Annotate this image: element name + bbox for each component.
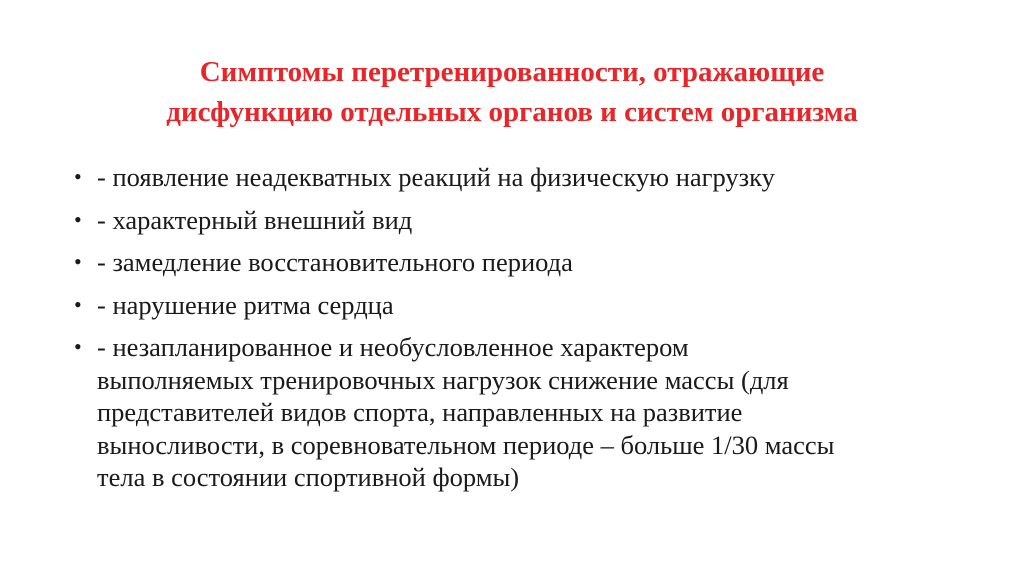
bullet-text: - замедление восстановительного периода [97,247,573,277]
bullet-marker: • [74,291,82,317]
bullet-marker: • [74,334,82,359]
bullet-text-line-4: выносливости, в соревновательном периоде – больше 1/30 массы [97,429,835,460]
bullet-text-line-3: представителей видов спорта, направленных на развитие [97,397,743,427]
bullet-text: - нарушение ритма сердца [97,289,394,320]
bullet-text: - появление неадекватных реакций на физическую нагрузку [97,162,775,192]
bullet-marker: • [74,249,82,274]
bullet-item-1 [74,161,977,194]
bullet-marker: • [74,206,82,232]
bullet-text-line-1: - незапланированное и необусловленное характером [97,332,689,362]
bullet-marker: • [74,164,82,189]
bullet-text: - характерный внешний вид [97,204,413,235]
bullet-item-4 [74,289,977,322]
bullet-list [74,161,977,504]
bullet-item-2 [74,204,977,237]
slide-title [60,52,964,132]
bullet-item-5 [74,331,977,494]
title-line-1: Симптомы перетренированности, отражающие [199,56,825,88]
bullet-text-line-2: выполняемых тренировочных нагрузок снижение массы (для [97,364,789,395]
bullet-text-line-5: тела в состоянии спортивной формы) [97,462,520,492]
title-line-2: дисфункцию отдельных органов и систем организма [166,96,858,128]
bullet-item-3 [74,246,977,279]
